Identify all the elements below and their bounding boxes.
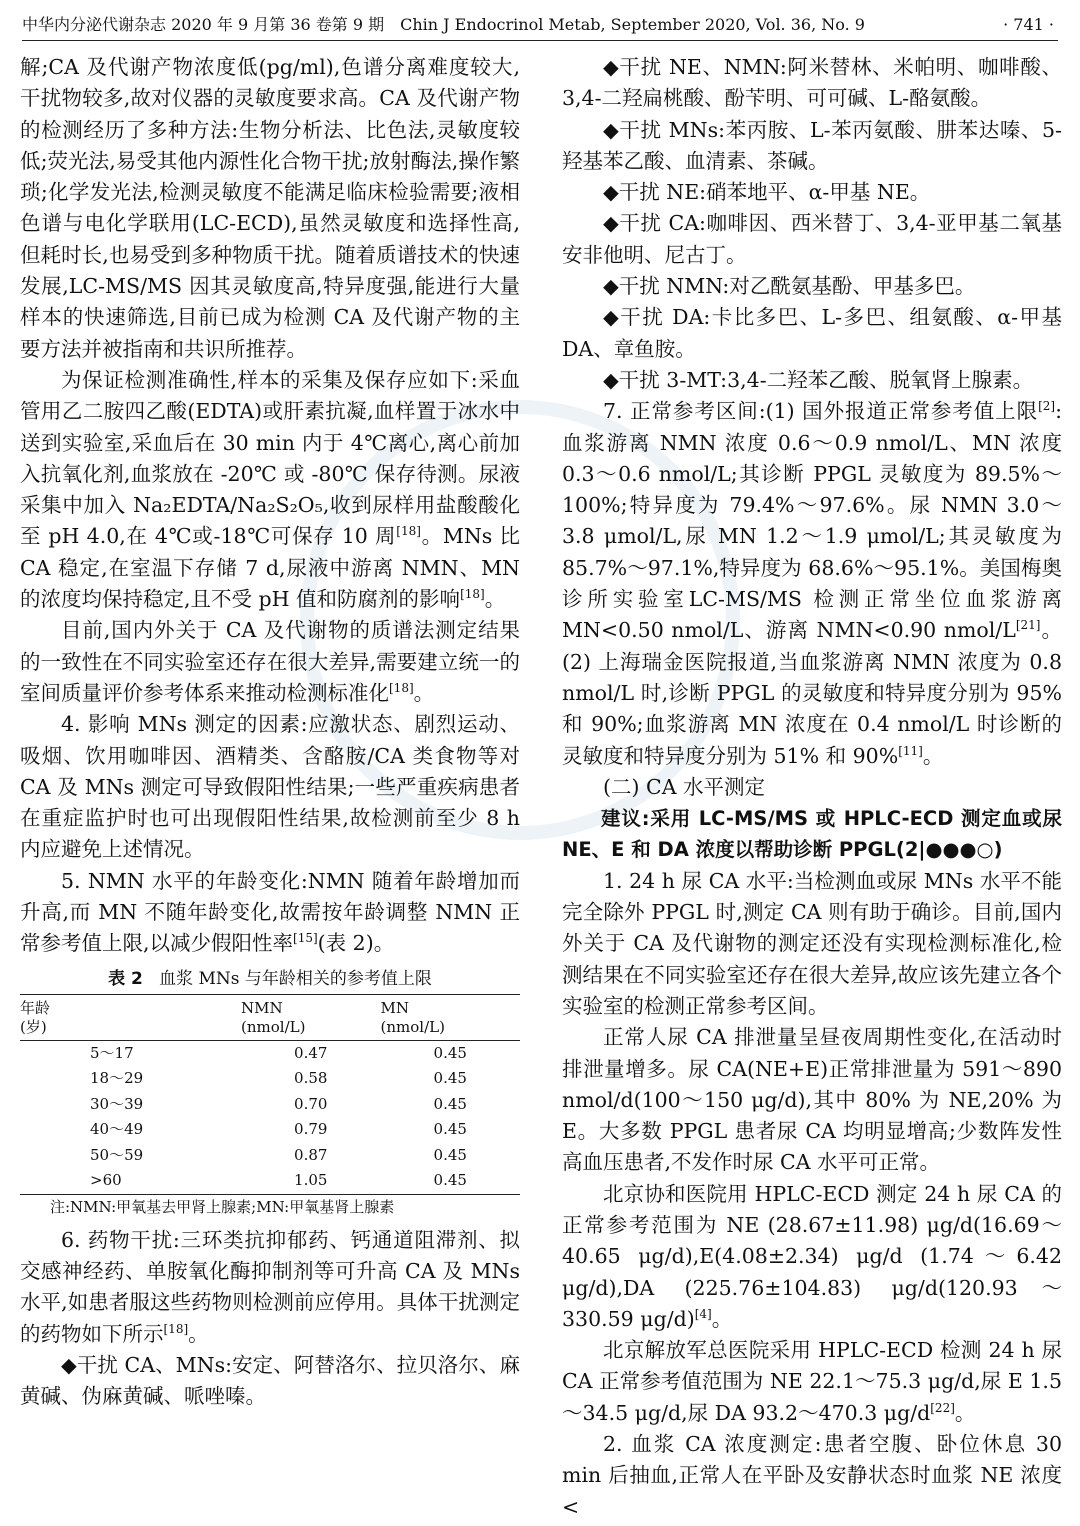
table-row: 18～29 0.58 0.45 — [90, 1069, 467, 1088]
paragraph: 1. 24 h 尿 CA 水平:当检测血或尿 MNs 水平不能完全除外 PPGL 时,测定 CA 则有助于确诊。目前,国内外关于 CA 及代谢物的测定还没有实现检测标准化,检测结果在不同实验室还存在很大差异,故应该先建立各个实验室的检测正常参考区间。 — [562, 868, 1062, 1018]
paragraph: 5. NMN 水平的年龄变化:NMN 随着年龄增加而升高,而 MN 不随年龄变化,故需按年龄调整 NMN 正常参考值上限,以减少假阳性率[15](表 2)。 — [20, 868, 520, 956]
paragraph: 6. 药物干扰:三环类抗抑郁药、钙通道阻滞剂、拟交感神经药、单胺氧化酶抑制剂等可升高 CA 及 MNs 水平,如患者服这些药物则检测前应停用。具体干扰测定的药物如下所示[18]。 — [20, 1227, 520, 1346]
table-note: 注:NMN:甲氧基去甲肾上腺素;MN:甲氧基肾上腺素 — [50, 1197, 395, 1216]
paragraph: 4. 影响 MNs 测定的因素:应激状态、剧烈运动、吸烟、饮用咖啡因、酒精类、含酪胺/CA 类食物等对 CA 及 MNs 测定可导致假阳性结果;一些严重疾病患者在重症监护时也可出现假阳性结果,故检测前至少 8 h 内应避免上述情况。 — [20, 712, 520, 862]
table-title: 表 2 血浆 MNs 与年龄相关的参考值上限 — [108, 968, 432, 989]
page-header — [22, 12, 1058, 41]
drug-list-item: ◆干扰 NE、NMN:阿米替林、米帕明、咖啡酸、3,4-二羟扁桃酸、酚苄明、可可碱、L-酪氨酸。 — [562, 55, 1062, 111]
paragraph: 目前,国内外关于 CA 及代谢物的质谱法测定结果的一致性在不同实验室还存在很大差异,需要建立统一的室间质量评价参考体系来推动检测标准化[18]。 — [20, 618, 520, 705]
drug-list-item: ◆干扰 MNs:苯丙胺、L-苯丙氨酸、肼苯达嗪、5-羟基苯乙酸、血清素、茶碱。 — [562, 117, 1062, 173]
drug-list-item: ◆干扰 NE:硝苯地平、α-甲基 NE。 — [603, 180, 931, 205]
table-header: 年龄 (岁) — [20, 998, 51, 1036]
reference-table — [20, 994, 520, 1195]
paragraph: 7. 正常参考区间:(1) 国外报道正常参考值上限[2]:血浆游离 NMN 浓度 0.6～0.9 nmol/L、MN 浓度 0.3～0.6 nmol/L;其诊断 PPGL 灵敏度为 89.5%～100%;特异度为 79.4%～97.6%。尿 NMN 3.0～3.8 μmol/L,尿 MN 1.2～1.9 μmol/L;其灵敏度为 85.7%～97.1%,特异度为 68.6%～95.1%。美国梅奥诊所实验室LC-MS/MS 检测正常坐位血浆游离 MN<0.50 nmol/L、游离 NMN<0.90 nmol/L[21]。(2) 上海瑞金医院报道,当血浆游离 NMN 浓度为 0.8 nmol/L 时,诊断 PPGL 的灵敏度和特异度分别为 95% 和 90%;血浆游离 MN 浓度在 0.4 nmol/L 时诊断的灵敏度和特异度分别为 51% 和 90%[11]。 — [562, 399, 1062, 768]
drug-list-item: ◆干扰 CA:咖啡因、西米替丁、3,4-亚甲基二氧基安非他明、尼古丁。 — [562, 211, 1062, 267]
table-row: 40～49 0.79 0.45 — [90, 1120, 467, 1139]
table-row: >60 1.05 0.45 — [20, 1168, 520, 1194]
right-column — [562, 52, 1062, 1522]
paragraph: 北京解放军总医院采用 HPLC-ECD 检测 24 h 尿 CA 正常参考值范围为 NE 22.1～75.3 μg/d,尿 E 1.5～34.5 μg/d,尿 DA 93.2～470.3 μg/d[22]。 — [562, 1338, 1062, 1425]
left-column — [20, 52, 520, 1522]
table-row: 50～59 0.87 0.45 — [90, 1145, 467, 1164]
table-header: MN (nmol/L) — [380, 998, 445, 1036]
drug-list-item: ◆干扰 CA、MNs:安定、阿替洛尔、拉贝洛尔、麻黄碱、伪麻黄碱、哌唑嗪。 — [20, 1352, 520, 1409]
table-row: 5～17 0.47 0.45 — [90, 1043, 467, 1062]
table-row: 30～39 0.70 0.45 — [90, 1094, 467, 1113]
section-heading: (二) CA 水平测定 — [603, 774, 766, 799]
drug-list-item: ◆干扰 NMN:对乙酰氨基酚、甲基多巴。 — [603, 274, 976, 299]
recommendation: 建议:采用 LC-MS/MS 或 HPLC-ECD 测定血或尿 NE、E 和 DA 浓度以帮助诊断 PPGL(2|●●●○) — [562, 807, 1062, 862]
paragraph: 2. 血浆 CA 浓度测定:患者空腹、卧位休息 30 min 后抽血,正常人在平卧及安静状态时血浆 NE 浓度< — [562, 1432, 1062, 1519]
drug-list-item: ◆干扰 3-MT:3,4-二羟苯乙酸、脱氧肾上腺素。 — [603, 367, 1034, 392]
paragraph: 为保证检测准确性,样本的采集及保存应如下:采血管用乙二胺四乙酸(EDTA)或肝素抗凝,血样置于冰水中送到实验室,采血后在 30 min 内于 4℃离心,离心前加入抗氧化剂,血浆放在 -20℃ 或 -80℃ 保存待测。尿液采集中加入 Na₂EDTA/Na₂S₂O₅,收到尿样用盐酸酸化至 pH 4.0,在 4℃或-18℃可保存 10 周[18]。MNs 比 CA 稳定,在室温下存储 7 d,尿液中游离 NMN、MN 的浓度均保持稳定,且不受 pH 值和防腐剂的影响[18]。 — [20, 367, 520, 612]
table-header: NMN (nmol/L) — [241, 998, 306, 1036]
page-number: · 741 · — [1003, 15, 1054, 34]
drug-list-item: ◆干扰 DA:卡比多巴、L-多巴、组氨酸、α-甲基 DA、章鱼胺。 — [562, 305, 1062, 361]
journal-title: 中华内分泌代谢杂志 2020 年 9 月第 36 卷第 9 期 Chin J Endocrinol Metab, September 2020, Vol. 36, No. 9 — [22, 15, 865, 34]
paragraph: 解;CA 及代谢产物浓度低(pg/ml),色谱分离难度较大,干扰物较多,故对仪器的灵敏度要求高。CA 及代谢产物的检测经历了多种方法:生物分析法、比色法,灵敏度较低;荧光法,易受其他内源性化合物干扰;放射酶法,操作繁琐;化学发光法,检测灵敏度不能满足临床检验需要;液相色谱与电化学联用(LC-ECD),虽然灵敏度和选择性高,但耗时长,也易受到多种物质干扰。随着质谱技术的快速发展,LC-MS/MS 因其灵敏度高,特异度强,能进行大量样本的快速筛选,目前已成为检测 CA 及代谢产物的主要方法并被指南和共识所推荐。 — [20, 55, 520, 361]
paragraph: 正常人尿 CA 排泄量呈昼夜周期性变化,在活动时排泄量增多。尿 CA(NE+E)正常排泄量为 591～890 nmol/d(100～150 μg/d),其中 80% 为 NE,20% 为 E。大多数 PPGL 患者尿 CA 均明显增高;少数阵发性高血压患者,不发作时尿 CA 水平可正常。 — [562, 1025, 1062, 1175]
paragraph: 北京协和医院用 HPLC-ECD 测定 24 h 尿 CA 的正常参考范围为 NE (28.67±11.98) μg/d(16.69～40.65 μg/d),E(4.08±2.34) μg/d (1.74～6.42 μg/d),DA (225.76±104.83) μg/d(120.93～330.59 μg/d)[4]。 — [562, 1181, 1062, 1331]
